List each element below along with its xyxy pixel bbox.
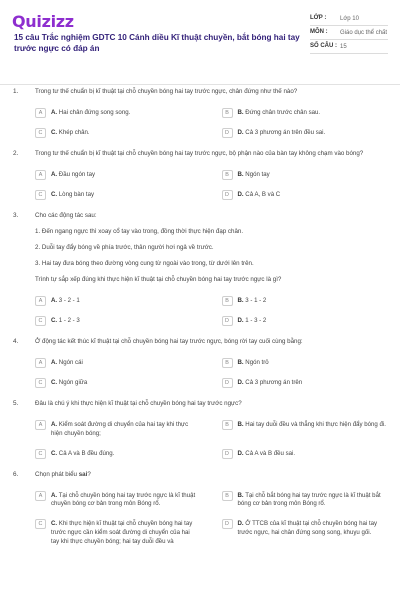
option-c[interactable] — [35, 378, 200, 388]
option-letter: A — [35, 420, 46, 430]
question-step: 3. Hai tay đưa bóng theo đường vòng cung từ ngoài vào trong, từ dưới lên trên. — [35, 259, 254, 267]
option-a[interactable] — [35, 108, 200, 118]
option-text: Khép chân. — [58, 128, 90, 136]
option-letter: D — [222, 128, 233, 138]
option-c[interactable] — [35, 316, 200, 326]
option-label: A. — [51, 108, 58, 116]
options-grid — [35, 491, 386, 547]
options-grid — [35, 420, 386, 459]
option-label: C. — [51, 449, 58, 457]
option-label: B. — [237, 170, 244, 178]
option-label: D. — [237, 520, 244, 528]
question-2 — [0, 150, 400, 200]
worksheet-header — [0, 0, 400, 80]
option-text: Ở TTCB của kĩ thuật tại chỗ chuyền bóng hai tay trước ngực, hai chân đứng song song, khuỵu gối. — [237, 520, 378, 536]
meta-row-subject — [310, 26, 388, 40]
option-label: C. — [51, 316, 58, 324]
option-label: B. — [237, 358, 244, 366]
question-number: 3. — [13, 211, 19, 219]
option-text: Đứng chân trước chân sau. — [245, 108, 321, 116]
option-label: C. — [51, 190, 58, 198]
option-label: D. — [237, 190, 244, 198]
option-letter: A — [35, 108, 46, 118]
option-a[interactable] — [35, 420, 200, 439]
quizizz-logo[interactable]: Quizizz — [12, 12, 74, 31]
option-label: B. — [237, 296, 244, 304]
option-text: Hai chân đứng song song. — [58, 108, 131, 116]
question-5 — [0, 400, 400, 459]
meta-value: Giáo dục thể chất — [340, 30, 388, 37]
meta-key: SỐ CÂU : — [310, 43, 337, 50]
question-6 — [0, 471, 400, 547]
header-divider — [0, 84, 400, 85]
option-letter: B — [222, 358, 233, 368]
meta-row-count — [310, 40, 388, 54]
meta-key: MÔN : — [310, 29, 328, 36]
option-letter: D — [222, 519, 233, 529]
option-label: B. — [237, 108, 244, 116]
option-letter: A — [35, 170, 46, 180]
option-text: Cả A, B và C — [245, 190, 281, 198]
option-text: 3 - 2 - 1 — [58, 296, 80, 304]
question-1 — [0, 88, 400, 138]
question-prompt: Trình tự sắp xếp đúng khi thực hiện kĩ thuật tại chỗ chuyền bóng hai tay trước ngực là gì? — [35, 275, 282, 283]
option-text: Hai tay duỗi đều và thẳng khi thực hiện đẩy bóng đi. — [245, 420, 386, 428]
question-text-prefix: Chọn phát biểu — [35, 470, 79, 478]
question-number: 2. — [13, 149, 19, 157]
option-label: C. — [51, 520, 58, 528]
option-text: Đầu ngón tay — [58, 170, 96, 178]
option-letter: A — [35, 491, 46, 501]
option-letter: B — [222, 108, 233, 118]
option-label: D. — [237, 316, 244, 324]
meta-value: 15 — [340, 44, 347, 51]
option-b[interactable] — [222, 358, 387, 368]
option-label: B. — [237, 491, 244, 499]
meta-value: Lớp 10 — [340, 16, 359, 22]
option-d[interactable] — [222, 449, 387, 459]
option-c[interactable] — [35, 449, 200, 459]
question-text: Cho các động tác sau: — [35, 211, 97, 219]
option-d[interactable] — [222, 378, 387, 388]
option-letter: A — [35, 358, 46, 368]
option-c[interactable] — [35, 190, 200, 200]
meta-row-class — [310, 12, 388, 26]
question-text — [35, 471, 386, 480]
question-number: 6. — [13, 470, 19, 478]
question-3 — [0, 212, 400, 326]
option-label: A. — [51, 296, 58, 304]
option-d[interactable] — [222, 190, 387, 200]
option-b[interactable] — [222, 170, 387, 180]
option-text: Cả A và B đều sai. — [245, 449, 296, 457]
option-letter: C — [35, 190, 46, 200]
question-step: 2. Duỗi tay đẩy bóng về phía trước, thân người hơi ngả về trước. — [35, 243, 214, 251]
option-b[interactable] — [222, 296, 387, 306]
option-text: Ngón giữa — [58, 378, 88, 386]
question-step: 1. Đến ngang ngực thì xoay cổ tay vào trong, đồng thời thực hiện đạp chân. — [35, 227, 244, 235]
question-text: Trong tư thế chuẩn bị kĩ thuật tại chỗ chuyền bóng hai tay trước ngực, chân đứng như thế nào? — [35, 88, 298, 95]
option-label: A. — [51, 170, 58, 178]
option-letter: C — [35, 128, 46, 138]
option-label: A. — [51, 491, 58, 499]
option-letter: D — [222, 190, 233, 200]
option-text: Cả A và B đều đúng. — [58, 449, 115, 457]
option-label: A. — [51, 420, 58, 428]
option-letter: B — [222, 296, 233, 306]
option-a[interactable] — [35, 170, 200, 180]
option-c[interactable] — [35, 519, 200, 546]
option-label: C. — [51, 378, 58, 386]
option-a[interactable] — [35, 491, 200, 510]
option-b[interactable] — [222, 108, 387, 118]
option-d[interactable] — [222, 316, 387, 326]
option-letter: C — [35, 378, 46, 388]
option-letter: D — [222, 378, 233, 388]
question-text-emphasis: sai — [78, 470, 88, 478]
option-letter: D — [222, 316, 233, 326]
option-letter: B — [222, 170, 233, 180]
option-text: Ngón cái — [58, 358, 83, 366]
option-text: Kiểm soát đường di chuyển của hai tay khi thực hiện chuyền bóng; — [51, 420, 189, 437]
option-a[interactable] — [35, 296, 200, 306]
option-text: Cả 3 phương án trên — [245, 378, 303, 386]
question-text-suffix: ? — [87, 470, 91, 478]
option-text: Ngón trỏ — [245, 358, 269, 366]
meta-key: LỚP : — [310, 15, 327, 21]
option-label: A. — [51, 358, 58, 366]
option-label: B. — [237, 420, 244, 428]
option-letter: C — [35, 519, 46, 529]
question-text: Đâu là chú ý khi thực hiện kĩ thuật tại chỗ chuyền bóng hai tay trước ngực? — [35, 399, 242, 407]
quiz-meta — [310, 12, 388, 54]
options-grid — [35, 296, 386, 326]
option-b[interactable] — [222, 491, 387, 510]
option-letter: A — [35, 296, 46, 306]
question-list — [0, 88, 400, 559]
question-number: 5. — [13, 399, 19, 407]
option-letter: D — [222, 449, 233, 459]
option-text: 1 - 3 - 2 — [245, 316, 267, 324]
option-label: D. — [237, 378, 244, 386]
question-text: Ở động tác kết thúc kĩ thuật tại chỗ chuyền bóng hai tay trước ngực, bóng rời tay cuối cùng bằng: — [35, 337, 303, 345]
quiz-title: 15 câu Trắc nghiệm GDTC 10 Cánh diều Kĩ thuật chuyền, bắt bóng hai tay trước ngực có đáp án — [14, 33, 300, 54]
option-label: D. — [237, 449, 244, 457]
option-d[interactable] — [222, 128, 387, 138]
option-text: Lòng bàn tay — [58, 190, 95, 198]
option-letter: B — [222, 420, 233, 430]
option-text: Khi thực hiện kĩ thuật tại chỗ chuyền bóng hai tay trước ngực cần kiểm soát đường di chuyển của hai tay khi thực chuyền bóng; hai tay duỗi đều và — [51, 520, 193, 545]
option-label: C. — [51, 128, 58, 136]
options-grid — [35, 108, 386, 138]
option-letter: B — [222, 491, 233, 501]
option-text: Tại chỗ chuyền bóng hai tay trước ngực là kĩ thuật chuyền bóng cơ bản trong môn Bóng rổ. — [51, 491, 196, 508]
option-text: Cả 3 phương án trên đều sai. — [245, 128, 326, 136]
option-text: 1 - 2 - 3 — [58, 316, 80, 324]
question-4 — [0, 338, 400, 388]
option-text: Tại chỗ bắt bóng hai tay trước ngực là kĩ thuật bắt bóng cơ bản trong môn Bóng rổ. — [237, 491, 381, 508]
option-text: Ngón tay — [245, 170, 270, 178]
option-letter: C — [35, 316, 46, 326]
question-number: 1. — [13, 88, 19, 95]
option-b[interactable] — [222, 420, 387, 439]
options-grid — [35, 358, 386, 388]
option-text: 3 - 1 - 2 — [245, 296, 267, 304]
options-grid — [35, 170, 386, 200]
question-number: 4. — [13, 337, 19, 345]
option-a[interactable] — [35, 358, 200, 368]
option-d[interactable] — [222, 519, 387, 546]
option-c[interactable] — [35, 128, 200, 138]
option-letter: C — [35, 449, 46, 459]
option-label: D. — [237, 128, 244, 136]
question-text: Trong tư thế chuẩn bị kĩ thuật tại chỗ chuyền bóng hai tay trước ngực, bộ phận nào của bàn tay không chạm vào bóng? — [35, 149, 364, 157]
